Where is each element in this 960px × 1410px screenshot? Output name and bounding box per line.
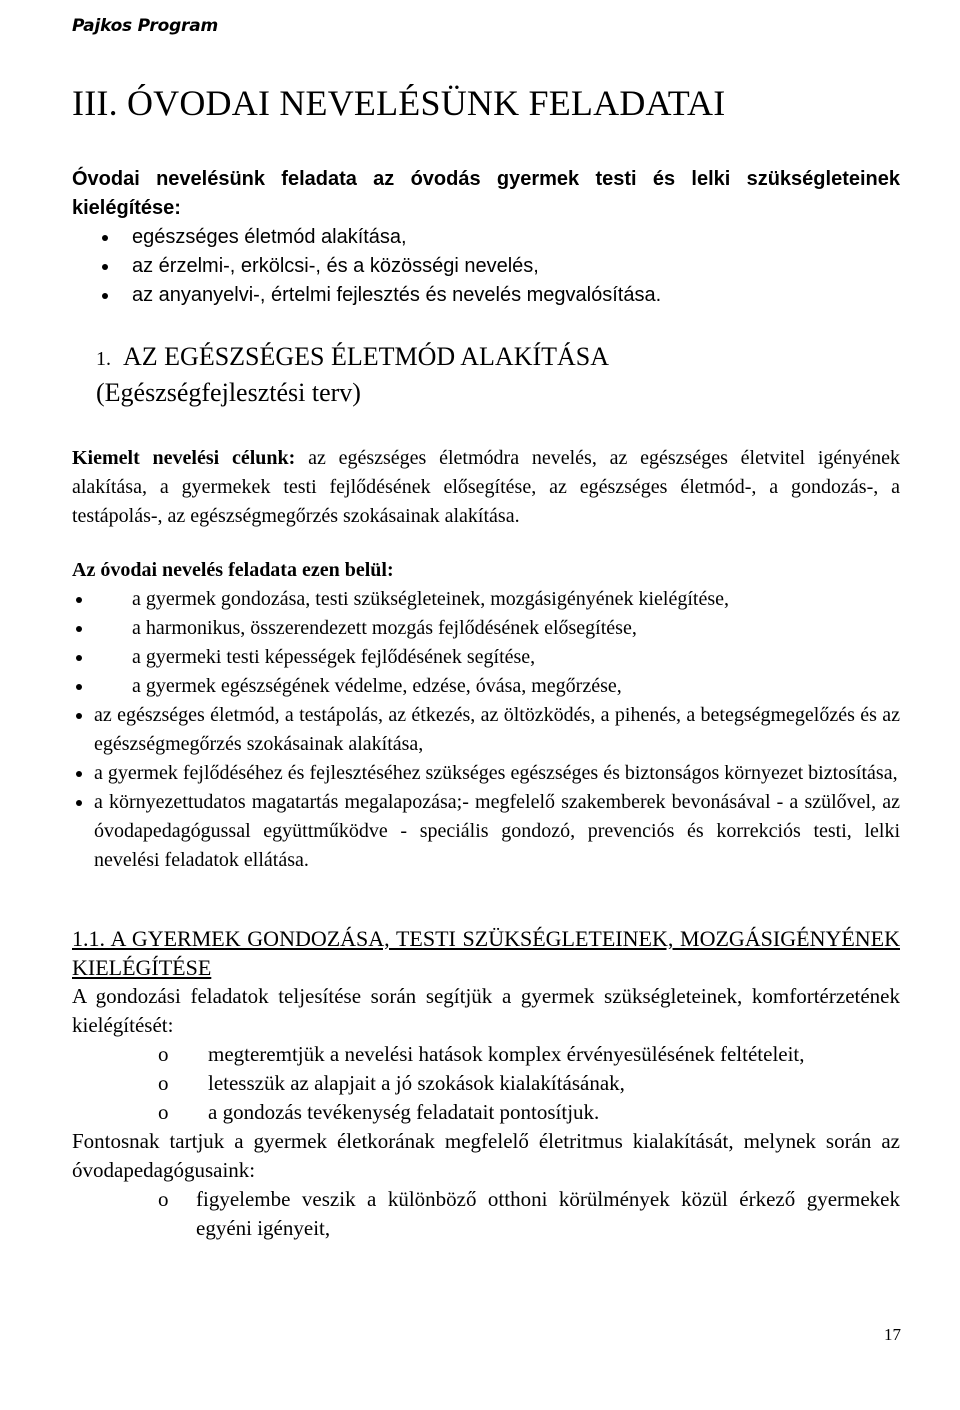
list-item: a környezettudatos magatartás megalapozása;- megfelelő szakemberek bevonásával - a szülővel, az óvodapedagógussal együttműködve - speciális gondozó, prevenciós és korrekciós testi, lelki nevelési feladatok ellátása. <box>72 788 900 875</box>
section-title: AZ EGÉSZSÉGES ÉLETMÓD ALAKÍTÁSA <box>123 342 610 371</box>
list-item: az anyanyelvi-, értelmi fejlesztés és nevelés megvalósítása. <box>72 281 900 310</box>
tasks-list-b <box>72 701 900 875</box>
list-item: az egészséges életmód, a testápolás, az étkezés, az öltözködés, a pihenés, a betegségmegelőzés és az egészségmegőrzés szokásainak alakítása, <box>72 701 900 759</box>
intro-list <box>72 223 900 310</box>
list-item: az érzelmi-, erkölcsi-, és a közösségi nevelés, <box>72 252 900 281</box>
list-item: a gyermek egészségének védelme, edzése, óvása, megőrzése, <box>72 672 900 701</box>
goal-paragraph <box>72 444 900 531</box>
list-marker: o <box>158 1042 169 1066</box>
list-item: a gyermeki testi képességek fejlődésének segítése, <box>72 643 900 672</box>
tasks-heading: Az óvodai nevelés feladata ezen belül: <box>72 559 394 581</box>
running-header: Pajkos Program <box>72 16 219 36</box>
goal-label: Kiemelt nevelési célunk: <box>72 447 296 469</box>
section-number: 1. <box>96 348 111 370</box>
chapter-title: III. ÓVODAI NEVELÉSÜNK FELADATAI <box>72 83 726 123</box>
list-item: o a gondozás tevékenység feladatait pontosítjuk. <box>158 1098 900 1127</box>
list-item: o megteremtjük a nevelési hatások komplex érvényesülésének feltételeit, <box>158 1040 900 1069</box>
list-marker: o <box>158 1187 169 1211</box>
section-1-1-list <box>158 1040 900 1127</box>
goal-text: az egészséges életmódra nevelés, az egészséges életvitel igényének alakítása, a gyermekek testi fejlődésének elősegítése, az egészséges életmód-, a gondozás-, a testápolás-, az egészségmegőrzés szokásainak alakítása. <box>72 447 901 527</box>
section-1-heading <box>96 340 609 410</box>
section-1-1-list-2 <box>158 1185 900 1243</box>
section-1-1-heading: 1.1. A GYERMEK GONDOZÁSA, TESTI SZÜKSÉGLETEINEK, MOZGÁSIGÉNYÉNEK KIELÉGÍTÉSE <box>72 926 900 980</box>
tasks-block <box>72 556 900 875</box>
list-item: egészséges életmód alakítása, <box>72 223 900 252</box>
list-marker: o <box>158 1071 169 1095</box>
list-item: o letesszük az alapjait a jó szokások kialakításának, <box>158 1069 900 1098</box>
list-marker: o <box>158 1100 169 1124</box>
tasks-list-a <box>72 585 900 701</box>
list-item: o figyelembe veszik a különböző otthoni körülmények közül érkező gyermekek egyéni igényeit, <box>158 1187 900 1240</box>
list-item: a gyermek gondozása, testi szükségleteinek, mozgásigényének kielégítése, <box>72 585 900 614</box>
section-1-1-paragraph: Fontosnak tartjuk a gyermek életkorának megfelelő életritmus kialakítását, melynek során az óvodapedagógusaink: <box>72 1129 900 1182</box>
intro-heading: Óvodai nevelésünk feladata az óvodás gyermek testi és lelki szükségleteinek kielégítése: <box>72 168 900 219</box>
list-item: a harmonikus, összerendezett mozgás fejlődésének elősegítése, <box>72 614 900 643</box>
list-item: a gyermek fejlődéséhez és fejlesztéséhez szükséges egészséges és biztonságos környezet biztosítása, <box>72 759 900 788</box>
intro-block <box>72 165 900 310</box>
section-1-1-intro: A gondozási feladatok teljesítése során segítjük a gyermek szükségleteinek, komfortérzetének kielégítését: <box>72 984 900 1037</box>
page-number: 17 <box>884 1325 901 1344</box>
section-subtitle: (Egészségfejlesztési terv) <box>96 378 361 407</box>
section-1-1-body <box>72 982 900 1243</box>
